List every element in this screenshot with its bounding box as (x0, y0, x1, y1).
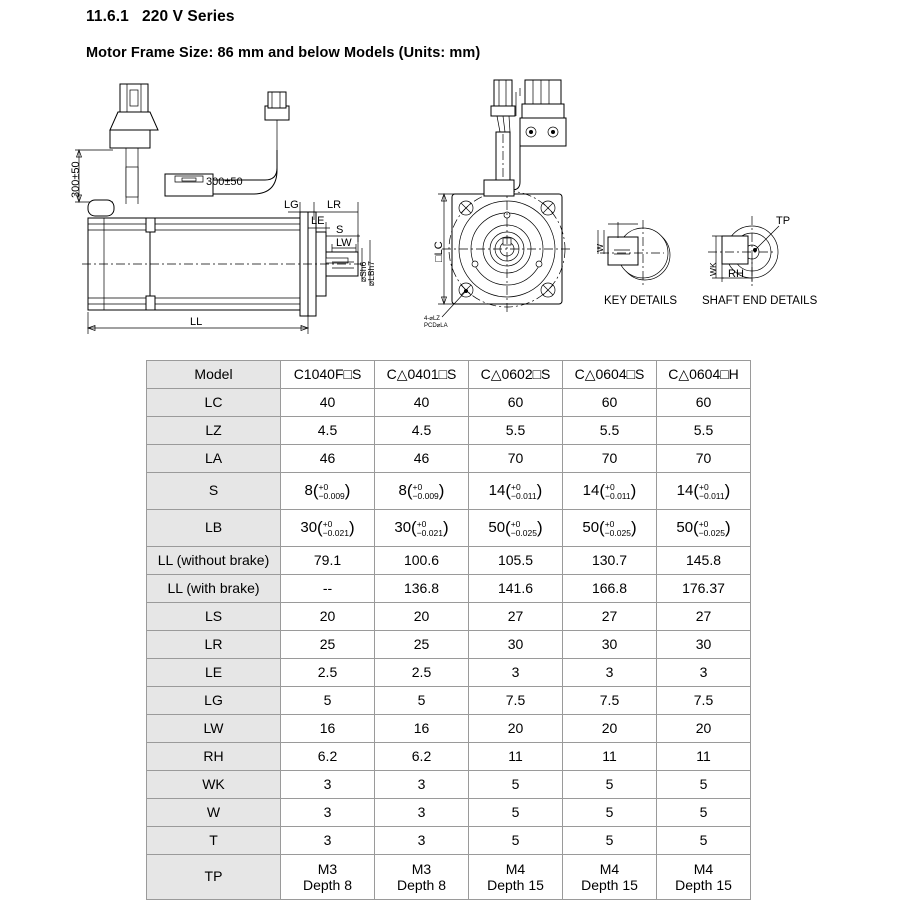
table-row (147, 445, 751, 473)
key-details-view (595, 220, 677, 307)
table-cell: 20 (469, 715, 563, 743)
table-row (147, 827, 751, 855)
table-cell: 2.5 (281, 659, 375, 687)
table-cell: 25 (375, 631, 469, 659)
table-cell: 3 (281, 827, 375, 855)
table-cell: 5 (469, 799, 563, 827)
table-cell: 3 (563, 659, 657, 687)
table-cell: 3 (375, 827, 469, 855)
table-row-label: LW (147, 715, 281, 743)
table-cell: 5 (469, 827, 563, 855)
table-row (147, 510, 751, 547)
table-row-label: W (147, 799, 281, 827)
table-cell: 40 (375, 389, 469, 417)
table-cell: 16 (375, 715, 469, 743)
table-cell: 5 (563, 771, 657, 799)
table-row (147, 743, 751, 771)
table-cell: 60 (469, 389, 563, 417)
table-cell: 20 (563, 715, 657, 743)
label-lw: LW (336, 237, 352, 249)
table-row-label: T (147, 827, 281, 855)
table-row-label: LL (with brake) (147, 575, 281, 603)
table-cell: 8( +0 −0.009 ) (281, 473, 375, 510)
table-cell: 136.8 (375, 575, 469, 603)
motor-frame-square (442, 180, 572, 314)
table-row (147, 771, 751, 799)
table-cell: 50( +0 −0.025 ) (563, 510, 657, 547)
table-row (147, 715, 751, 743)
table-row-label: S (147, 473, 281, 510)
table-header-model: Model (147, 361, 281, 389)
label-le: LE (311, 215, 325, 227)
table-cell: M4 Depth 15 (657, 855, 751, 900)
shaft-end-details-view (702, 215, 818, 307)
table-cell: 2.5 (375, 659, 469, 687)
label-rh: RH (728, 268, 744, 280)
table-cell: M3 Depth 8 (375, 855, 469, 900)
table-header-col-0: C1040F□S (281, 361, 375, 389)
table-row-label: WK (147, 771, 281, 799)
table-cell: 70 (469, 445, 563, 473)
table-cell: 79.1 (281, 547, 375, 575)
table-cell: 25 (281, 631, 375, 659)
table-cell: 16 (281, 715, 375, 743)
table-cell: 27 (469, 603, 563, 631)
table-row-label: LZ (147, 417, 281, 445)
table-cell: M4 Depth 15 (563, 855, 657, 900)
table-cell: 7.5 (563, 687, 657, 715)
label-tp: TP (776, 215, 791, 227)
encoder-cable (206, 92, 289, 194)
table-cell: 4.5 (375, 417, 469, 445)
table-cell: 100.6 (375, 547, 469, 575)
caption-shaft-end-details: SHAFT END DETAILS (702, 295, 818, 307)
page-subtitle: Motor Frame Size: 86 mm and below Models (Units: mm) (86, 45, 481, 61)
table-cell: 30 (563, 631, 657, 659)
table-cell: -- (281, 575, 375, 603)
table-cell: 20 (657, 715, 751, 743)
table-cell: 3 (375, 771, 469, 799)
label-shaft-diameter: ⌀Sh6 (358, 261, 368, 282)
table-row-label: LR (147, 631, 281, 659)
table-cell: 105.5 (469, 547, 563, 575)
page-heading (86, 8, 235, 26)
table-cell: 3 (281, 799, 375, 827)
label-s: S (336, 224, 344, 236)
table-row (147, 603, 751, 631)
table-cell: 20 (375, 603, 469, 631)
table-cell: 5.5 (563, 417, 657, 445)
table-cell: 46 (375, 445, 469, 473)
table-cell: 30 (657, 631, 751, 659)
table-cell: 8( +0 −0.009 ) (375, 473, 469, 510)
table-cell: 145.8 (657, 547, 751, 575)
table-cell: 11 (563, 743, 657, 771)
table-cell: 70 (657, 445, 751, 473)
table-row (147, 389, 751, 417)
table-header-col-2: C△0602□S (469, 361, 563, 389)
table-cell: 6.2 (375, 743, 469, 771)
table-row-label: LB (147, 510, 281, 547)
table-cell: 5.5 (469, 417, 563, 445)
table-cell: 4.5 (281, 417, 375, 445)
table-header-row (147, 361, 751, 389)
table-row-label: LS (147, 603, 281, 631)
table-cell: 5 (657, 799, 751, 827)
table-cell: 5.5 (657, 417, 751, 445)
table-cell: 176.37 (657, 575, 751, 603)
table-cell: M3 Depth 8 (281, 855, 375, 900)
table-row-label: LL (without brake) (147, 547, 281, 575)
motor-front-view (424, 80, 572, 329)
table-row (147, 799, 751, 827)
label-ll: LL (190, 316, 203, 328)
table-cell: 70 (563, 445, 657, 473)
table-cell: 60 (563, 389, 657, 417)
dimension-ll (88, 312, 308, 334)
table-cell: 46 (281, 445, 375, 473)
power-connector (110, 84, 158, 204)
caption-key-details: KEY DETAILS (604, 295, 678, 307)
table-cell: 3 (281, 771, 375, 799)
table-cell: 11 (469, 743, 563, 771)
table-cell: 20 (281, 603, 375, 631)
label-pcd: PCD⌀LA (424, 323, 448, 329)
table-cell: 5 (375, 687, 469, 715)
front-view-connectors (491, 80, 566, 190)
table-row (147, 687, 751, 715)
table-row-label: TP (147, 855, 281, 900)
table-cell: 14( +0 −0.011 ) (469, 473, 563, 510)
table-cell: 27 (563, 603, 657, 631)
motor-side-view (70, 84, 376, 334)
table-cell: 11 (657, 743, 751, 771)
table-cell: 40 (281, 389, 375, 417)
table-row (147, 855, 751, 900)
table-header-col-4: C△0604□H (657, 361, 751, 389)
table-cell: 141.6 (469, 575, 563, 603)
label-wk: WK (708, 262, 718, 276)
table-row (147, 631, 751, 659)
motor-dimensions-table (146, 360, 751, 900)
table-row (147, 547, 751, 575)
table-cell: 5 (469, 771, 563, 799)
table-cell: 27 (657, 603, 751, 631)
table-cell: 130.7 (563, 547, 657, 575)
section-number: 11.6.1 (86, 8, 129, 25)
table-header-col-1: C△0401□S (375, 361, 469, 389)
table-cell: 5 (657, 771, 751, 799)
table-row (147, 659, 751, 687)
table-row-label: LA (147, 445, 281, 473)
table-cell: 5 (657, 827, 751, 855)
table-cell: 14( +0 −0.011 ) (657, 473, 751, 510)
label-cable-length-horizontal: 300±50 (206, 176, 243, 188)
table-row (147, 473, 751, 510)
table-cell: 14( +0 −0.011 ) (563, 473, 657, 510)
label-frame-size: □LC (433, 241, 445, 262)
table-row (147, 575, 751, 603)
technical-drawings (0, 72, 902, 352)
table-row-label: RH (147, 743, 281, 771)
table-cell: 7.5 (657, 687, 751, 715)
table-row-label: LC (147, 389, 281, 417)
table-cell: 50( +0 −0.025 ) (469, 510, 563, 547)
table-cell: 30 (469, 631, 563, 659)
label-lr: LR (327, 199, 342, 211)
table-row-label: LE (147, 659, 281, 687)
table-cell: 5 (563, 827, 657, 855)
table-row-label: LG (147, 687, 281, 715)
table-cell: 30( +0 −0.021 ) (281, 510, 375, 547)
label-hole-count: 4-⌀LZ (424, 316, 440, 322)
table-cell: 5 (563, 799, 657, 827)
table-cell: 5 (281, 687, 375, 715)
label-cable-length-vertical: 300±50 (70, 161, 82, 198)
label-flange-diameter: ⌀LBh7 (366, 261, 376, 286)
table-header-col-3: C△0604□S (563, 361, 657, 389)
table-cell: 3 (469, 659, 563, 687)
dimension-cable-vertical (70, 150, 113, 202)
table-cell: 30( +0 −0.021 ) (375, 510, 469, 547)
table-cell: 60 (657, 389, 751, 417)
section-title: 220 V Series (142, 8, 235, 25)
table-cell: 3 (375, 799, 469, 827)
table-cell: 50( +0 −0.025 ) (657, 510, 751, 547)
table-body (147, 389, 751, 900)
table-cell: M4 Depth 15 (469, 855, 563, 900)
label-lg: LG (284, 199, 299, 211)
table-cell: 3 (657, 659, 751, 687)
table-cell: 6.2 (281, 743, 375, 771)
label-key-width: W (595, 243, 605, 252)
table-cell: 166.8 (563, 575, 657, 603)
table-row (147, 417, 751, 445)
table-cell: 7.5 (469, 687, 563, 715)
